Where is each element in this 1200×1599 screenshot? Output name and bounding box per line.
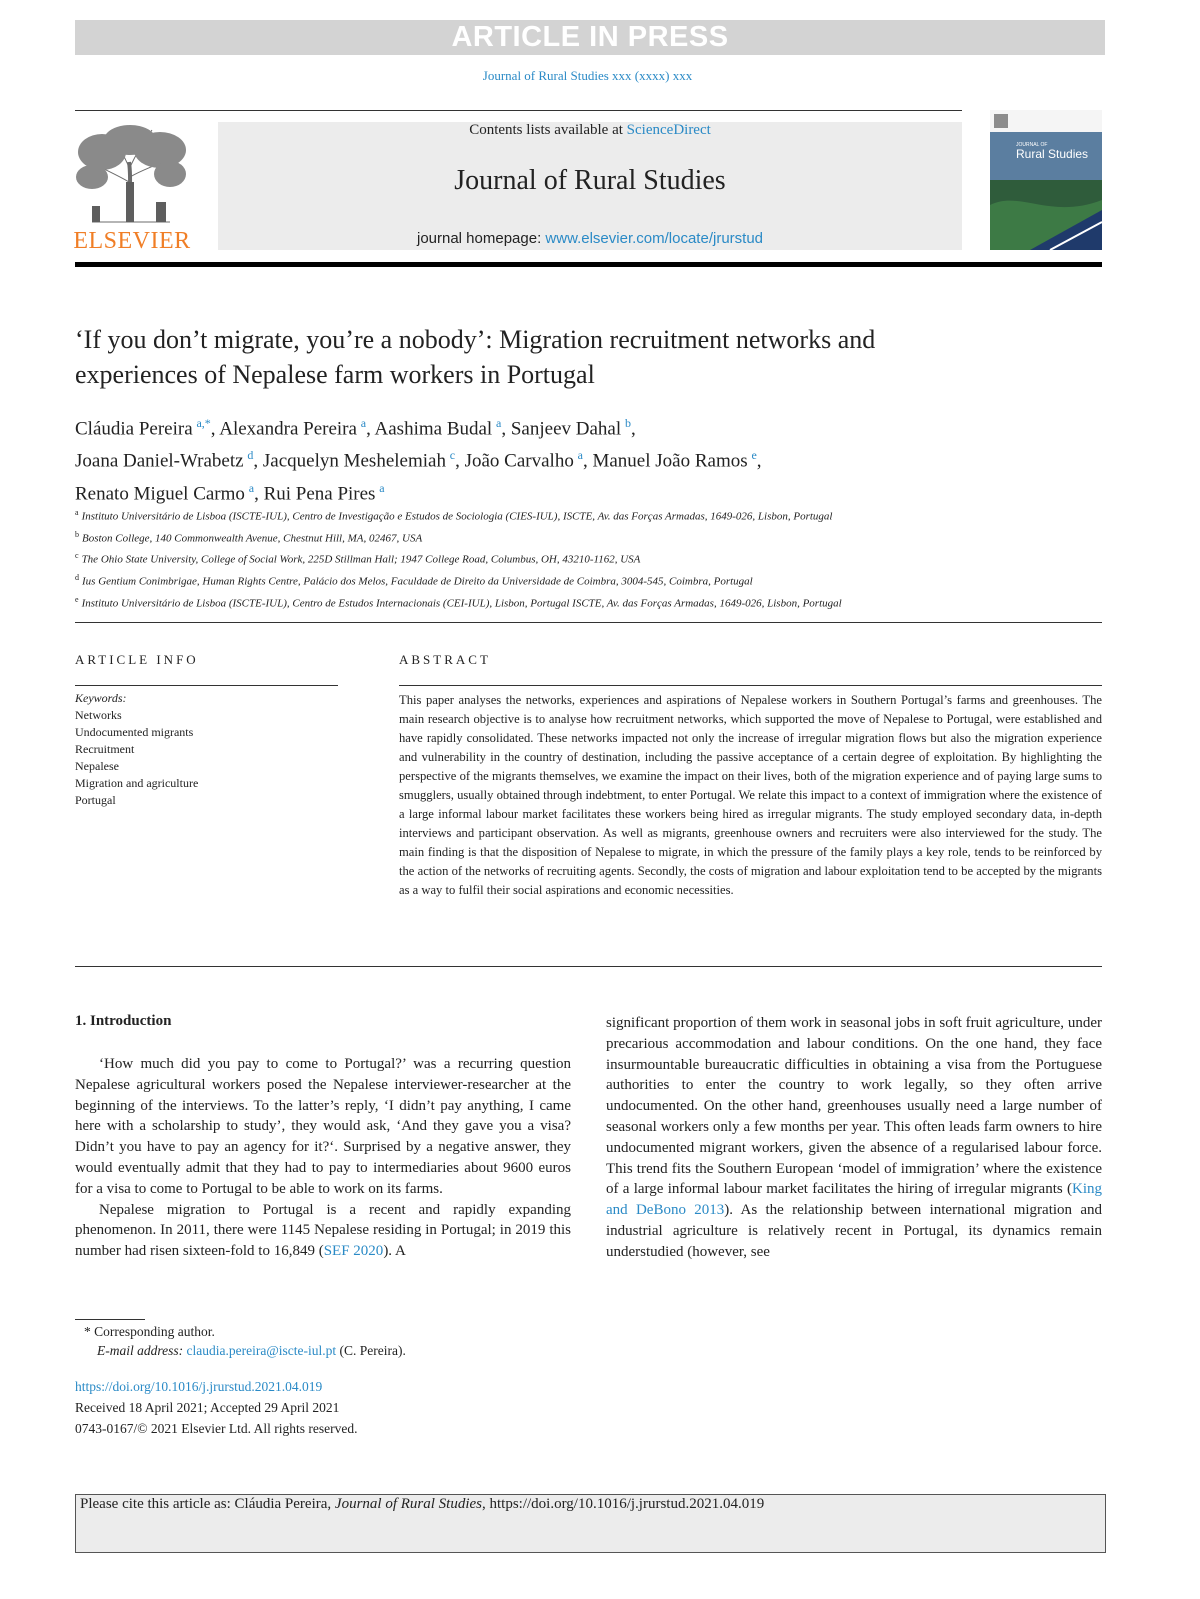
footnote-star: * xyxy=(84,1324,91,1339)
citation-prefix: Please cite this article as: Cláudia Pereira, xyxy=(80,1496,335,1512)
affiliation-marker[interactable]: c xyxy=(449,448,456,463)
publication-info xyxy=(75,1376,675,1439)
keywords-block xyxy=(75,690,335,809)
affiliation-letter: e xyxy=(75,594,79,604)
author-list: Cláudia Pereira $^{a,*}$, Alexandra Pereira $^a$, Aashima Budal $^a$, Sanjeev Dahal $^b$, Joana Daniel-Wrabetz $^d$, Jacquelyn Meshelemiah $^c$, João Carvalho $^a$, Manuel João Ramos $^e$, Renato Miguel Carmo $^a$, Rui Pena Pires $^a$ xyxy=(75,416,762,504)
header-divider xyxy=(75,110,962,111)
keyword: Networks xyxy=(75,708,122,722)
affiliation-letter: b xyxy=(75,529,79,539)
homepage-prefix: journal homepage: xyxy=(416,230,546,247)
body-paragraph: ‘How much did you pay to come to Portugal?’ was a recurring question Nepalese agricultural workers posed the Nepalese interviewer-researcher at the beginning of the interviews. To the latter’s reply, ‘I didn’t pay anything, I came here with a scholarship to study’, they would ask, ‘And they gave you a visa? Didn’t you have to pay an agency for it?‘. Surprised by a negative answer, they would eventually admit that they had to pay to intermediaries about 9600 euros for a visa to come to Portugal to be able to work on its farms. xyxy=(75,1056,571,1197)
citation-journal: Journal of Rural Studies xyxy=(334,1496,482,1512)
journal-homepage-link[interactable]: www.elsevier.com/locate/jrurstud xyxy=(545,230,764,247)
article-in-press-banner: ARTICLE IN PRESS xyxy=(75,20,1105,55)
affiliation-marker[interactable]: a xyxy=(496,416,502,430)
keyword: Portugal xyxy=(75,793,116,807)
author-name[interactable]: Sanjeev Dahal xyxy=(510,418,622,440)
author-name[interactable]: Jacquelyn Meshelemiah xyxy=(262,450,446,472)
affiliations xyxy=(75,504,970,612)
keywords-heading: Keywords: xyxy=(75,691,127,705)
affiliation-text: Instituto Universitário de Lisboa (ISCTE-IUL), Centro de Estudos Internacionais (CEI-IUL), Lisbon, Portugal ISCTE, Av. das Forças Armadas, 1649-026, Lisbon, Portugal xyxy=(81,597,842,610)
keyword: Nepalese xyxy=(75,759,119,773)
affiliation-marker[interactable]: a xyxy=(379,480,385,495)
journal-homepage-line xyxy=(218,230,962,247)
email-label: E-mail address: xyxy=(97,1343,184,1358)
affiliation-text: Ius Gentium Conimbrigae, Human Rights Centre, Palácio dos Melos, Faculdade de Direito da Universidade de Coimbra, 3004-545, Coimbra, Portugal xyxy=(82,575,753,588)
section-divider xyxy=(75,966,1102,967)
affiliation-text: Instituto Universitário de Lisboa (ISCTE-IUL), Centro de Investigação e Estudos de Sociologia (CIES-IUL), ISCTE, Av. das Forças Armadas, 1649-026, Lisbon, Portugal xyxy=(81,510,833,523)
affiliation-marker[interactable]: e xyxy=(751,448,757,463)
abstract-label: ABSTRACT xyxy=(399,652,491,667)
affiliation-letter: c xyxy=(75,551,79,561)
cover-subtitle: JOURNAL OF xyxy=(1016,142,1048,148)
elsevier-wordmark: ELSEVIER xyxy=(73,228,191,254)
introduction-heading: 1. Introduction xyxy=(75,1013,172,1029)
affiliation-text: Boston College, 140 Commonwealth Avenue, Chestnut Hill, MA, 02467, USA xyxy=(82,532,423,545)
abstract-text: This paper analyses the networks, experiences and aspirations of Nepalese workers in Southern Portugal’s farms and greenhouses. The main research objective is to analyse how recruitment networks, which supported the move of Nepalese to Portugal, were established and have rapidly consolidated. These networks impacted not only the increase of irregular migration flows but also the migration experience and vulnerability in the country of destination, including the passive acceptance of a certain degree of exploitation. By highlighting the perspective of the migrants themselves, we examine the impact on their lives, both of the migration experience and of paying large sums to smugglers, usually obtained through indebtment, to enter Portugal. We relate this impact to a context of immigration where the existence of a large informal labour market facilitates these workers being hired as irregular migrants. The study employed secondary data, in-depth interviews and participant observation. As well as migrants, greenhouse owners and recruiters were also interviewed for the study. The main finding is that the disposition of Nepalese to migrate, in which the pressure of the family plays a key role, tends to be reinforced by the action of the networks of recruiting agents. Secondly, the costs of migration and labour exploitation tend to be accepted by the migrants as a way to fulfil their social aspirations and economic necessities. xyxy=(399,693,1102,897)
body-column-left xyxy=(75,1054,571,1262)
doi-link[interactable]: https://doi.org/10.1016/j.jrurstud.2021.04.019 xyxy=(75,1379,323,1394)
corresponding-author-footnote xyxy=(84,1322,684,1360)
journal-reference-link[interactable]: Journal of Rural Studies xxx (xxxx) xxx xyxy=(482,68,693,83)
affiliation-letter: a xyxy=(75,508,79,517)
cover-title: Rural Studies xyxy=(1016,147,1089,161)
author-name[interactable]: Aashima Budal xyxy=(374,418,493,440)
affiliation-marker[interactable]: d xyxy=(247,448,254,463)
paragraph-text: ). A xyxy=(383,1243,406,1260)
affiliation-item xyxy=(75,526,970,548)
affiliation-text: The Ohio State University, College of Social Work, 225D Stillman Hall; 1947 College Road, Columbus, OH, 43210-1162, USA xyxy=(81,553,641,566)
affiliation-item xyxy=(75,591,970,613)
affiliation-marker[interactable]: a xyxy=(577,448,583,463)
email-line xyxy=(84,1341,684,1360)
author-name[interactable]: Joana Daniel-Wrabetz xyxy=(75,450,244,472)
author-name[interactable]: Alexandra Pereira xyxy=(219,418,357,440)
body-paragraph xyxy=(606,1013,1102,1263)
article-info-label: ARTICLE INFO xyxy=(75,652,199,667)
keyword: Migration and agriculture xyxy=(75,776,199,790)
citation-text xyxy=(80,1496,1100,1513)
body-paragraph xyxy=(75,1200,571,1262)
footnote-rule xyxy=(75,1319,145,1320)
article-title: ‘If you don’t migrate, you’re a nobody’: Migration recruitment networks and experiences of Nepalese farm workers in Portugal xyxy=(75,325,876,389)
contents-available-line xyxy=(218,122,962,139)
affiliation-marker[interactable]: b xyxy=(624,416,631,430)
affiliation-item xyxy=(75,569,970,591)
author-name[interactable]: Renato Miguel Carmo xyxy=(75,482,245,504)
affiliation-marker[interactable]: a xyxy=(360,416,367,430)
journal-title: Journal of Rural Studies xyxy=(454,165,726,196)
paragraph-text: significant proportion of them work in seasonal jobs in soft fruit agriculture, under precarious accommodation and labour conditions. On the one hand, they face insurmountable bureaucratic difficulties in obtaining a visa from the Portuguese authorities to enter the country to work legally, so they often arrive undocumented. On the other hand, greenhouses usually need a large number of seasonal workers only a few months per year. This often leads farm owners to hire undocumented migrant workers, given the absence of a regularised labour force. This trend fits the Southern European ‘model of immigration’ where the existence of a large informal labour market facilitates the hiring of irregular migrants ( xyxy=(606,1015,1102,1198)
affiliation-marker[interactable]: a,* xyxy=(196,416,211,430)
footnote-text: Corresponding author. xyxy=(94,1324,215,1339)
article-info-rule xyxy=(75,685,338,686)
author-name[interactable]: Manuel João Ramos xyxy=(592,450,748,472)
author-name[interactable]: Rui Pena Pires xyxy=(263,482,376,504)
affiliation-item xyxy=(75,504,970,526)
affiliation-marker[interactable]: a xyxy=(248,480,255,495)
citation-link[interactable]: King and DeBono 2013 xyxy=(606,1181,1102,1219)
keyword: Recruitment xyxy=(75,742,135,756)
contents-prefix: Contents lists available at xyxy=(469,122,627,138)
footnote-line xyxy=(84,1322,684,1341)
received-accepted-dates: Received 18 April 2021; Accepted 29 April 2021 xyxy=(75,1400,340,1415)
keyword: Undocumented migrants xyxy=(75,725,194,739)
citation-suffix: , https://doi.org/10.1016/j.jrurstud.2021.04.019 xyxy=(481,1496,765,1512)
masthead-thick-rule xyxy=(75,262,1102,267)
paragraph-text: Nepalese migration to Portugal is a recent and rapidly expanding phenomenon. In 2011, there were 1145 Nepalese residing in Portugal; in 2019 this number had risen sixteen-fold to 16,849 ( xyxy=(75,1201,571,1260)
author-name[interactable]: João Carvalho xyxy=(464,450,574,472)
email-suffix: (C. Pereira). xyxy=(339,1343,406,1358)
body-column-right xyxy=(606,1013,1102,1263)
paragraph-text: ). As the relationship between international migration and industrial agriculture is relatively recent in Portugal, its dynamics remain understudied (however, see xyxy=(606,1202,1102,1260)
affiliation-letter: d xyxy=(75,572,79,582)
copyright-line: 0743-0167/© 2021 Elsevier Ltd. All rights reserved. xyxy=(75,1421,358,1436)
email-link[interactable]: claudia.pereira@iscte-iul.pt xyxy=(186,1343,337,1358)
section-divider xyxy=(75,622,1102,623)
abstract-rule xyxy=(399,685,1102,686)
affiliation-item xyxy=(75,547,970,569)
citation-link[interactable]: SEF 2020 xyxy=(323,1243,384,1260)
sciencedirect-link[interactable]: ScienceDirect xyxy=(626,122,711,138)
author-name[interactable]: Cláudia Pereira xyxy=(75,418,193,440)
journal-cover-image xyxy=(990,110,1102,250)
